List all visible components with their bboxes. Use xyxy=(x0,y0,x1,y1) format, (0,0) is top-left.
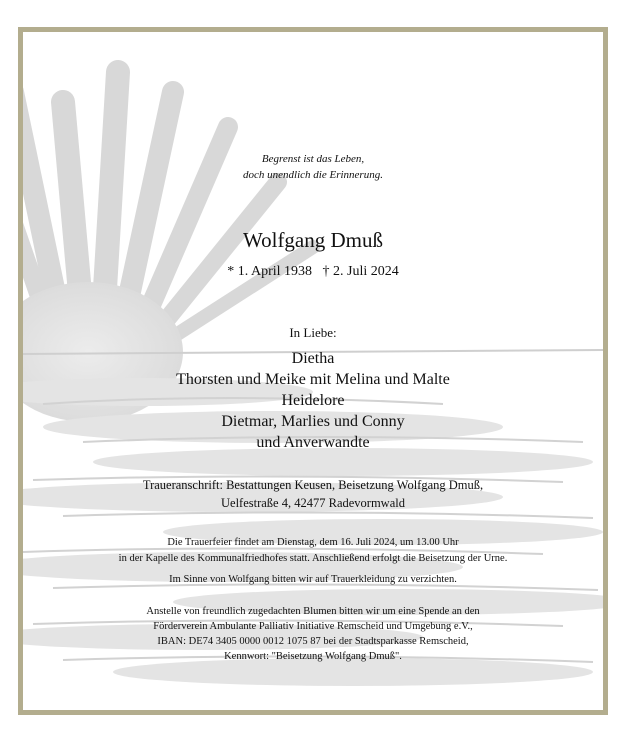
donation-line-1: Anstelle von freundlich zugedachten Blumen bitten wir um eine Spende an den xyxy=(146,606,480,617)
family-member: Heidelore xyxy=(281,392,345,409)
in-liebe-heading: In Liebe: xyxy=(289,325,337,340)
ceremony-line-2: in der Kapelle des Kommunalfriedhofes statt. Anschließend erfolgt die Beisetzung der Urne. xyxy=(118,553,508,564)
family-member: und Anverwandte xyxy=(256,434,370,451)
family-member: Dietha xyxy=(291,350,335,367)
life-dates: * 1. April 1938 † 2. Juli 2024 xyxy=(227,264,399,279)
donation-line-2: Förderverein Ambulante Palliativ Initiative Remscheid und Umgebung e.V., xyxy=(153,621,473,632)
ceremony-line-1: Die Trauerfeier findet am Dienstag, dem 16. Juli 2024, um 13.00 Uhr xyxy=(167,537,459,548)
deceased-name: Wolfgang Dmuß xyxy=(242,228,384,252)
mourning-address-line-2: Uelfestraße 4, 42477 Radevormwald xyxy=(221,496,405,510)
family-member: Thorsten und Meike mit Melina und Malte xyxy=(176,371,450,388)
clothing-note: Im Sinne von Wolfgang bitten wir auf Trauerkleidung zu verzichten. xyxy=(169,574,457,585)
obituary-content xyxy=(23,32,603,710)
donation-line-3: IBAN: DE74 3405 0000 0012 1075 87 bei der Stadtsparkasse Remscheid, xyxy=(157,636,469,647)
obituary-frame xyxy=(18,27,608,715)
family-member: Dietmar, Marlies und Conny xyxy=(221,413,405,430)
mourning-address-line-1: Traueranschrift: Bestattungen Keusen, Beisetzung Wolfgang Dmuß, xyxy=(142,478,484,492)
motto-line-1: Begrenst ist das Leben, xyxy=(261,153,365,165)
donation-line-4: Kennwort: "Beisetzung Wolfgang Dmuß". xyxy=(224,651,402,662)
motto-line-2: doch unendlich die Erinnerung. xyxy=(243,169,383,181)
